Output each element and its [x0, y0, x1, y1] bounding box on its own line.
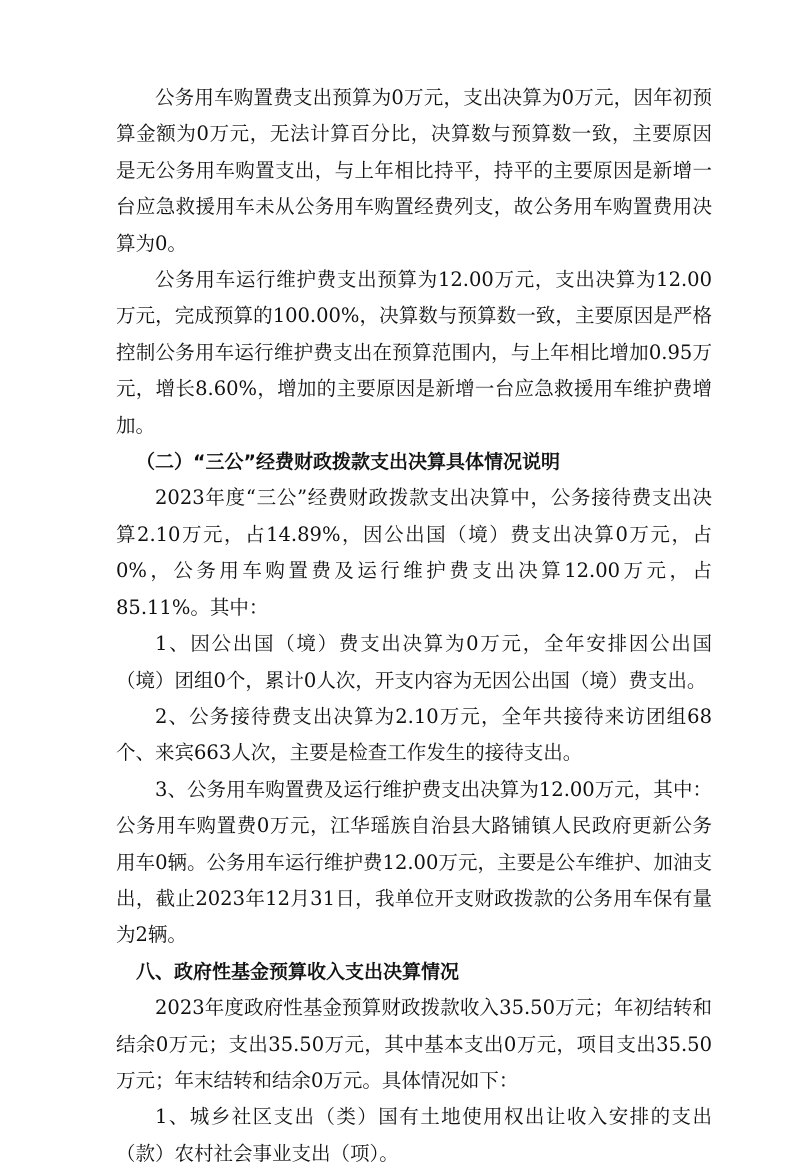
section-heading-government-fund: 八、政府性基金预算收入支出决算情况: [136, 960, 460, 983]
paragraph-vehicle-maintenance: 公务用车运行维护费支出预算为12.00万元，支出决算为12.00万元，完成预算的100.00%，决算数与预算数一致，主要原因是严格控制公务用车运行维护费支出在预算范围内，与上年相比增加0.95万元，增长8.60%，增加的主要原因是新增一台应急救援用车维护费增加。: [116, 268, 712, 437]
paragraph-fund-summary: 2023年度政府性基金预算财政拨款收入35.50万元；年初结转和结余0万元；支出35.50万元，其中基本支出0万元，项目支出35.50万元；年末结转和结余0万元。具体情况如下：: [116, 996, 712, 1092]
section-heading-three-public-details: （二）“三公”经费财政拨款支出决算具体情况说明: [136, 451, 560, 474]
paragraph-fund-item-1: 1、城乡社区支出（类）国有土地使用权出让收入安排的支出（款）农村社会事业支出（项）。: [116, 1105, 712, 1165]
paragraph-overseas-travel: 1、因公出国（境）费支出决算为0万元，全年安排因公出国（境）团组0个，累计0人次，开支内容为无因公出国（境）费支出。: [116, 632, 712, 692]
paragraph-vehicle-purchase: 公务用车购置费支出预算为0万元，支出决算为0万元，因年初预算金额为0万元，无法计算百分比，决算数与预算数一致，主要原因是无公务用车购置支出，与上年相比持平，持平的主要原因是新增一台应急救援用车未从公务用车购置经费列支，故公务用车购置费用决算为0。: [116, 86, 712, 255]
paragraph-three-public-summary: 2023年度“三公”经费财政拨款支出决算中，公务接待费支出决算2.10万元，占14.89%，因公出国（境）费支出决算0万元，占0%，公务用车购置费及运行维护费支出决算12.00万元，占85.11%。其中：: [116, 486, 712, 619]
paragraph-reception: 2、公务接待费支出决算为2.10万元，全年共接待来访团组68个、来宾663人次，主要是检查工作发生的接待支出。: [116, 704, 712, 765]
document-body: [116, 80, 712, 1172]
paragraph-vehicle-total: 3、公务用车购置费及运行维护费支出决算为12.00万元，其中：公务用车购置费0万元，江华瑶族自治县大路铺镇人民政府更新公务用车0辆。公务用车运行维护费12.00万元，主要是公车维护、加油支出，截止2023年12月31日，我单位开支财政拨款的公务用车保有量为2辆。: [116, 777, 712, 947]
